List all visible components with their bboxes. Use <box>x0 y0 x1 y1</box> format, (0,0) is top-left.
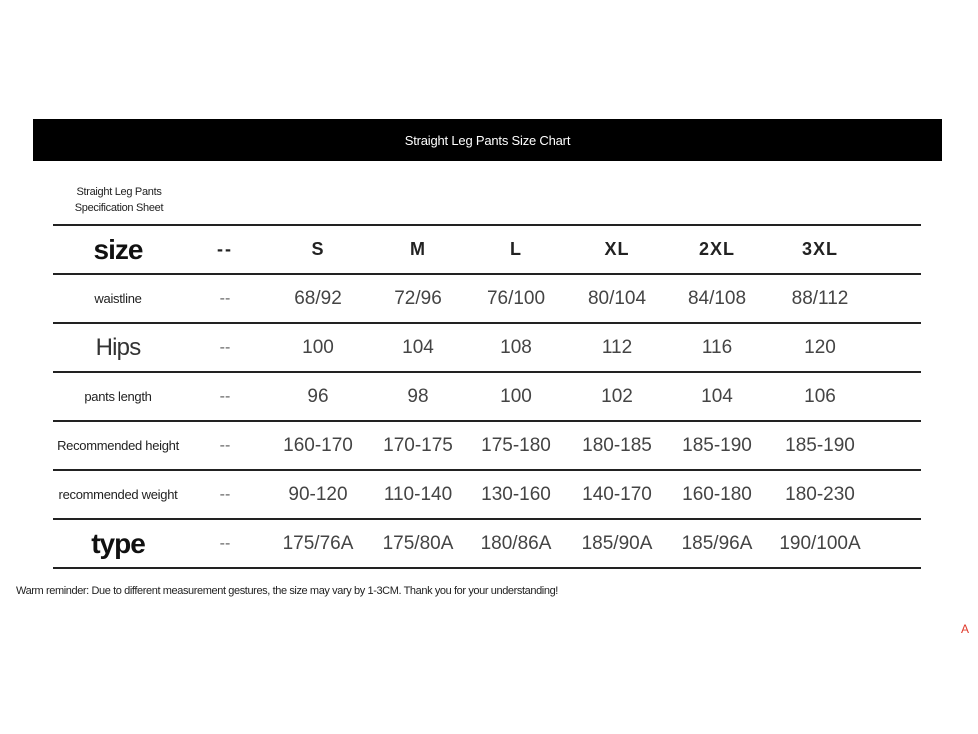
value-cell: 175/80A <box>369 519 467 568</box>
size-header-row <box>53 225 921 274</box>
size-cell-2xl: 2XL <box>669 225 765 274</box>
waistline-label: waistline <box>53 274 183 323</box>
size-row-label: size <box>53 225 183 274</box>
hips-row <box>53 323 921 372</box>
value-cell: 84/108 <box>669 274 765 323</box>
warm-reminder-note: Warm reminder: Due to different measurement gestures, the size may vary by 1-3CM. Thank you for your understanding! <box>16 585 558 597</box>
value-cell: 180-230 <box>765 470 875 519</box>
value-cell: 104 <box>669 372 765 421</box>
value-cell: 185-190 <box>669 421 765 470</box>
value-cell: 180/86A <box>467 519 565 568</box>
chart-title: Straight Leg Pants Size Chart <box>404 132 571 148</box>
value-cell: 108 <box>467 323 565 372</box>
value-cell: 72/96 <box>369 274 467 323</box>
waistline-row <box>53 274 921 323</box>
dash-cell: -- <box>183 323 267 372</box>
value-cell: 175-180 <box>467 421 565 470</box>
value-cell: 185/96A <box>669 519 765 568</box>
recommended-weight-label: recommended weight <box>53 470 183 519</box>
value-cell: 106 <box>765 372 875 421</box>
size-cell-s: S <box>267 225 369 274</box>
dash-cell: -- <box>183 421 267 470</box>
empty-cell <box>875 274 921 323</box>
hips-label: Hips <box>53 323 183 372</box>
value-cell: 112 <box>565 323 669 372</box>
type-row <box>53 519 921 568</box>
value-cell: 170-175 <box>369 421 467 470</box>
value-cell: 185-190 <box>765 421 875 470</box>
value-cell: 116 <box>669 323 765 372</box>
dash-cell: -- <box>183 519 267 568</box>
value-cell: 100 <box>267 323 369 372</box>
empty-cell <box>875 519 921 568</box>
size-cell-m: M <box>369 225 467 274</box>
value-cell: 104 <box>369 323 467 372</box>
size-cell-l: L <box>467 225 565 274</box>
size-cell-3xl: 3XL <box>765 225 875 274</box>
value-cell: 88/112 <box>765 274 875 323</box>
value-cell: 96 <box>267 372 369 421</box>
value-cell: 68/92 <box>267 274 369 323</box>
value-cell: 90-120 <box>267 470 369 519</box>
pants-length-label: pants length <box>53 372 183 421</box>
chart-title-banner <box>33 119 942 161</box>
value-cell: 190/100A <box>765 519 875 568</box>
type-label: type <box>53 519 183 568</box>
value-cell: 80/104 <box>565 274 669 323</box>
pants-length-row <box>53 372 921 421</box>
translate-icon[interactable]: A <box>961 622 970 636</box>
value-cell: 120 <box>765 323 875 372</box>
value-cell: 76/100 <box>467 274 565 323</box>
empty-cell <box>875 225 921 274</box>
value-cell: 140-170 <box>565 470 669 519</box>
value-cell: 175/76A <box>267 519 369 568</box>
value-cell: 185/90A <box>565 519 669 568</box>
specification-subtitle: Straight Leg Pants Specification Sheet <box>74 186 164 214</box>
empty-cell <box>875 323 921 372</box>
value-cell: 160-180 <box>669 470 765 519</box>
empty-cell <box>875 470 921 519</box>
size-chart-table <box>53 224 921 569</box>
value-cell: 100 <box>467 372 565 421</box>
recommended-height-row <box>53 421 921 470</box>
value-cell: 130-160 <box>467 470 565 519</box>
empty-cell <box>875 421 921 470</box>
value-cell: 160-170 <box>267 421 369 470</box>
value-cell: 110-140 <box>369 470 467 519</box>
dash-cell: -- <box>183 274 267 323</box>
dash-cell: -- <box>183 470 267 519</box>
value-cell: 180-185 <box>565 421 669 470</box>
size-cell-xl: XL <box>565 225 669 274</box>
value-cell: 98 <box>369 372 467 421</box>
empty-cell <box>875 372 921 421</box>
value-cell: 102 <box>565 372 669 421</box>
dash-cell: -- <box>183 372 267 421</box>
recommended-height-label: Recommended height <box>53 421 183 470</box>
dash-cell: -- <box>183 225 267 274</box>
recommended-weight-row <box>53 470 921 519</box>
